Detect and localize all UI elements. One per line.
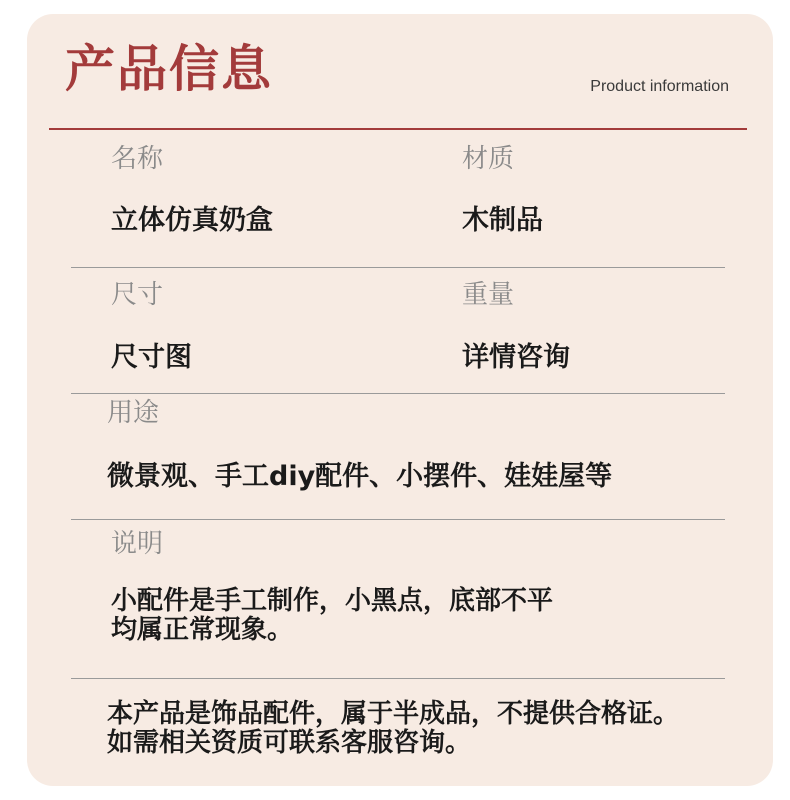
material-value: 木制品 [462,205,543,236]
page-subtitle: Product information [590,78,729,95]
name-label: 名称 [111,144,164,174]
note-label: 说明 [111,529,164,559]
footer-line: 本产品是饰品配件，属于半成品，不提供合格证。 [107,699,680,729]
row-divider [71,678,725,679]
weight-value: 详情咨询 [462,342,570,373]
material-label: 材质 [462,144,515,174]
page-title: 产品信息 [65,40,273,98]
usage-label: 用途 [107,398,160,428]
row-divider [71,393,725,394]
weight-label: 重量 [462,280,515,310]
name-value: 立体仿真奶盒 [111,205,273,236]
row-divider [71,519,725,520]
footer-text [107,700,679,758]
note-line: 小配件是手工制作，小黑点，底部不平 [111,586,554,616]
row-divider [71,267,725,268]
size-label: 尺寸 [111,280,164,310]
usage-value: 微景观、手工diy配件、小摆件、娃娃屋等 [107,461,613,492]
product-info-card [27,14,773,786]
size-value: 尺寸图 [111,342,192,373]
note-line: 均属正常现象。 [111,615,294,645]
header-divider [49,128,747,130]
footer-line: 如需相关资质可联系客服咨询。 [107,728,472,758]
note-text [111,587,553,645]
